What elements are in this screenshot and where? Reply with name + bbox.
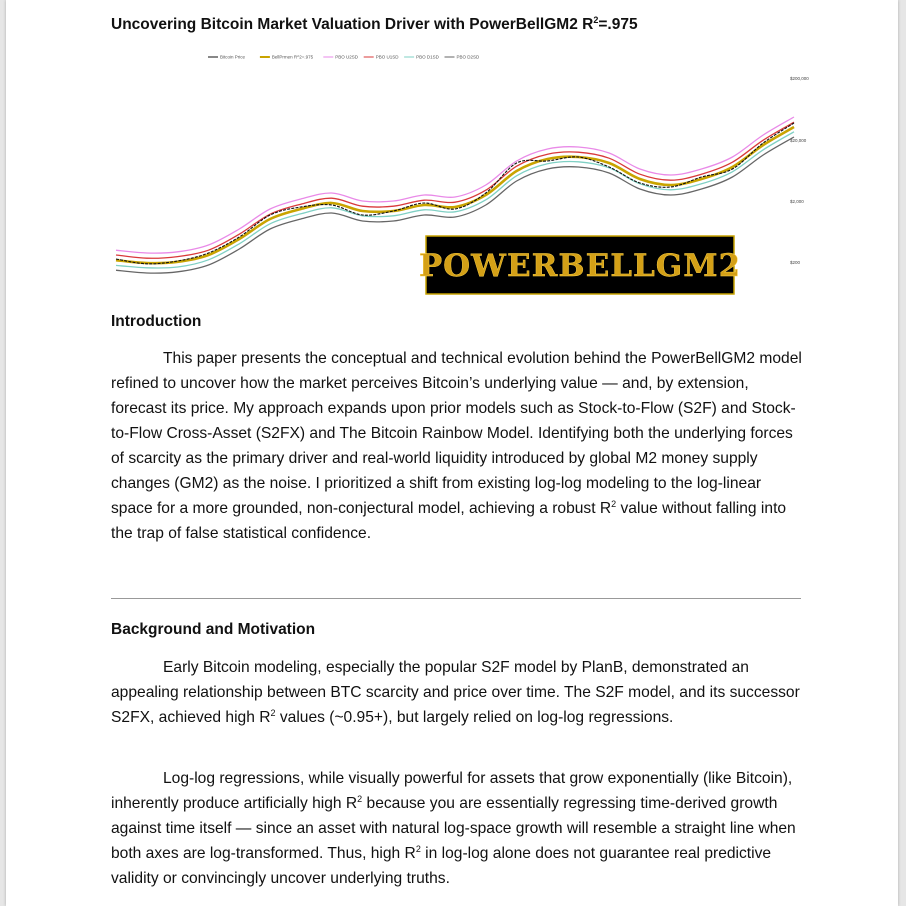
legend-label: PBO U2SD <box>335 54 359 60</box>
logo-text: POWERBELLGM2 <box>418 248 742 284</box>
y-tick-label: $2,000 <box>790 199 804 204</box>
legend-label: PBO D2SD <box>456 54 480 60</box>
introduction-paragraph: This paper presents the conceptual and technical evolution behind the PowerBellGM2 model refined to uncover how the market perceives Bitcoin’s underlying value — and, by extension, forecast its price. My approach expands upon prior models such as Stock-to-Flow (S2F) and Stock-to-Flow Cross-Asset (S2FX) and The Bitcoin Rainbow Model. Identifying both the underlying forces of scarcity as the primary driver and real-world liquidity introduced by global M2 money supply changes (GM2) as the noise. I prioritized a shift from existing log-log modeling to the log-linear space for a more grounded, non-conjectural model, achieving a robust $R^2$ value without falling into the trap of false statistical confidence. <box>111 350 802 542</box>
series-line-pbo-u2sd <box>116 117 794 253</box>
paper-page <box>6 0 898 906</box>
chart-y-ticks <box>790 76 809 265</box>
section-heading-background: Background and Motivation <box>111 621 316 638</box>
legend-label: PBO U1SD <box>375 54 399 60</box>
btc-valuation-chart <box>106 46 809 304</box>
y-tick-label: $20,000 <box>790 138 807 143</box>
paper-title: Uncovering Bitcoin Market Valuation Driver with PowerBellGM2 $R^2=.975$ <box>111 15 638 34</box>
section-heading-introduction: Introduction <box>111 313 202 330</box>
legend-label: Bitcoin Price <box>220 54 246 60</box>
legend-label: BellPrmen R^2=.975 <box>271 54 314 60</box>
y-tick-label: $200 <box>790 260 801 265</box>
y-tick-label: $200,000 <box>790 76 809 81</box>
chart-legend <box>208 55 480 60</box>
background-paragraph-1: Early Bitcoin modeling, especially the popular S2F model by PlanB, demonstrated an appealing relationship between BTC scarcity and price over time. The S2F model, and its successor S2FX, achieved high $R^2$ values (~0.95+), but largely relied on log-log regressions. <box>111 659 800 726</box>
section-divider <box>111 598 801 599</box>
powerbell-logo <box>419 236 741 294</box>
legend-label: PBO D1SD <box>416 54 439 60</box>
background-paragraph-2: Log-log regressions, while visually powerful for assets that grow exponentially (like Bitcoin), inherently produce artificially high $R^2$ because you are essentially regressing time-derived growth against time itself — since an asset with natural log-space growth will resemble a straight line when both axes are log-transformed. Thus, high $R^2$ in log-log alone does not guarantee real predictive validity or convincingly uncover underlying truths. <box>111 770 796 887</box>
